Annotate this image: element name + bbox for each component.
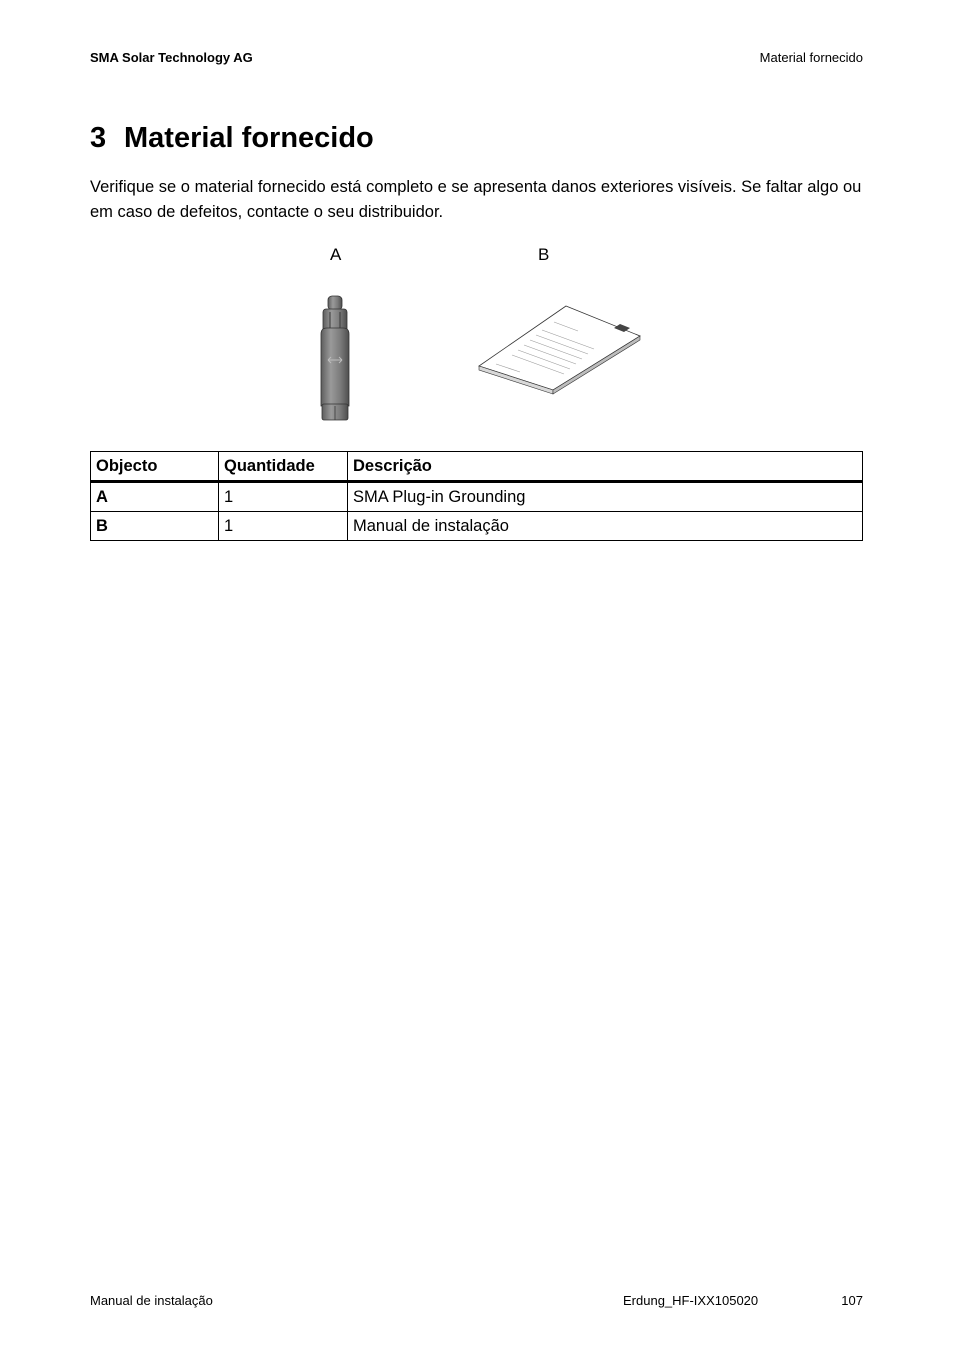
footer-doc-code: Erdung_HF-IXX105020 <box>623 1293 759 1308</box>
delivery-items-table <box>90 451 863 541</box>
section-number: 3 <box>90 122 107 154</box>
footer-manual: Manual de instalação <box>90 1293 213 1308</box>
column-header-quantity: Quantidade <box>219 452 348 482</box>
figure-label-a: A <box>330 245 342 264</box>
header-company: SMA Solar Technology AG <box>90 50 253 65</box>
table-row <box>91 512 863 541</box>
cell-description: SMA Plug-in Grounding <box>348 482 863 512</box>
section-title: Material fornecido <box>124 122 374 154</box>
page-title <box>90 122 374 155</box>
table-row <box>91 482 863 512</box>
figure-label-b: B <box>538 245 550 264</box>
cell-description: Manual de instalação <box>348 512 863 541</box>
cell-quantity: 1 <box>219 482 348 512</box>
footer-page-number: 107 <box>841 1293 863 1308</box>
intro-paragraph: Verifique se o material fornecido está completo e se apresenta danos exteriores visíveis. Se faltar algo ou em caso de defeitos, contacte o seu distribuidor. <box>90 178 862 221</box>
column-header-description: Descrição <box>348 452 863 482</box>
cell-object: A <box>91 482 219 512</box>
header-section: Material fornecido <box>759 50 863 65</box>
cell-object: B <box>91 512 219 541</box>
table-header-row <box>91 452 863 482</box>
cell-quantity: 1 <box>219 512 348 541</box>
manual-booklet-icon <box>474 304 644 401</box>
plug-in-grounding-icon <box>310 292 370 429</box>
column-header-object: Objecto <box>91 452 219 482</box>
